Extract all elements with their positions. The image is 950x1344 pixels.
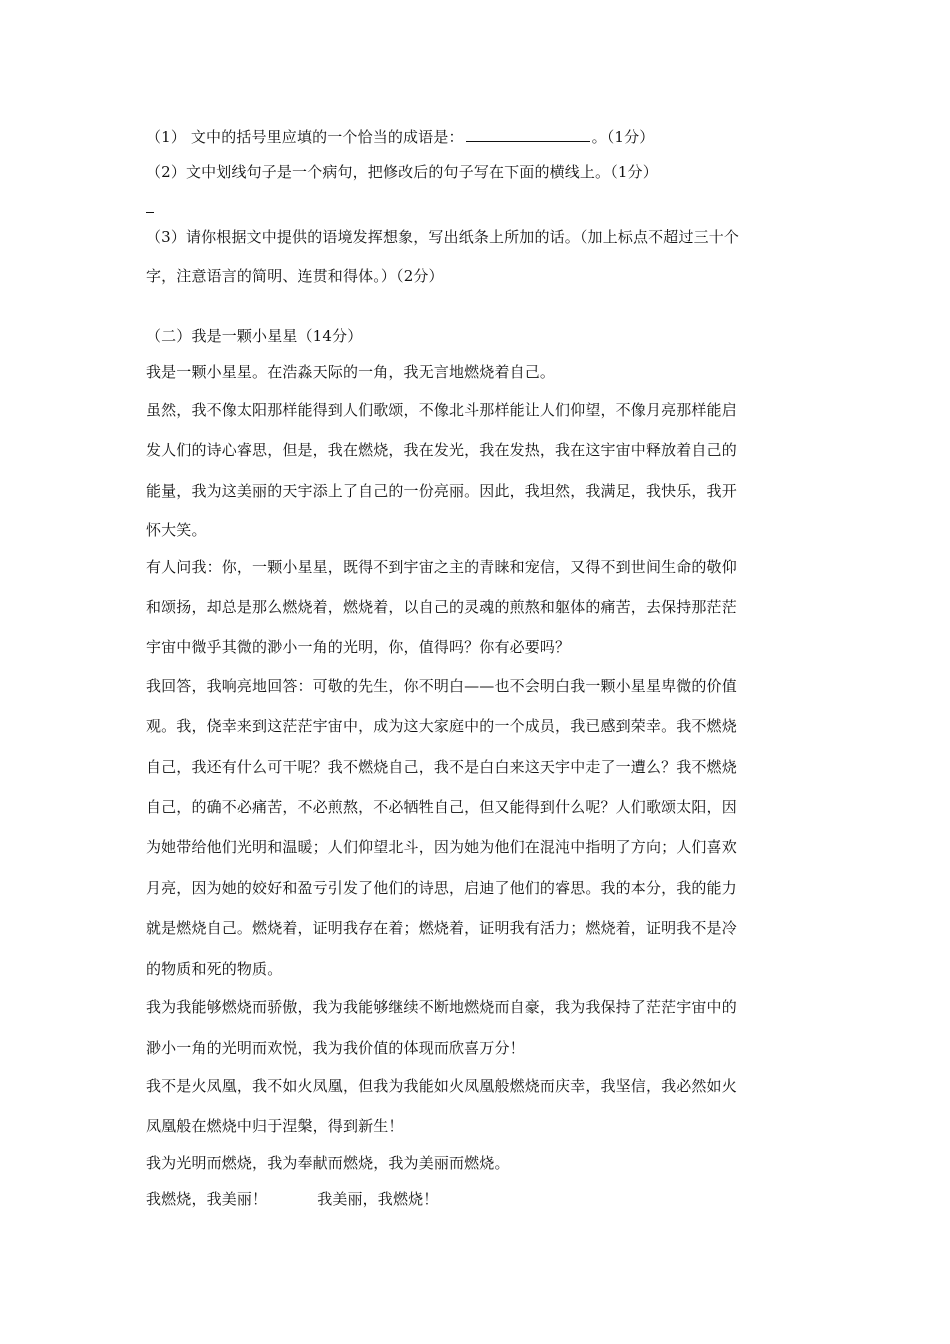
- passage-line: 我是一颗小星星。在浩淼天际的一角，我无言地燃烧着自己。: [146, 363, 556, 381]
- section-heading: （二）我是一颗小星星（14分）: [146, 327, 363, 345]
- passage-line: 就是燃烧自己。燃烧着，证明我存在着；燃烧着，证明我有活力；燃烧着，证明我不是冷: [146, 919, 737, 937]
- passage-line: 发人们的诗心睿思，但是，我在燃烧，我在发光，我在发热，我在这宇宙中释放着自己的: [146, 441, 737, 459]
- passage-line: 自己，我还有什么可干呢？我不燃烧自己，我不是白白来这天宇中走了一遭么？我不燃烧: [146, 758, 737, 776]
- passage-closing-line: [146, 1189, 816, 1209]
- passage-line: 观。我，侥幸来到这茫茫宇宙中，成为这大家庭中的一个成员，我已感到荣幸。我不燃烧: [146, 717, 737, 735]
- answer-blank[interactable]: [466, 127, 590, 142]
- passage-line: 自己，的确不必痛苦，不必煎熬，不必牺牲自己，但又能得到什么呢？人们歌颂太阳，因: [146, 798, 737, 816]
- closing-phrase-2: 我美丽，我燃烧！: [317, 1190, 439, 1208]
- passage-line: 渺小一角的光明而欢悦，我为我价值的体现而欣喜万分！: [146, 1039, 525, 1057]
- passage-line: 宇宙中微乎其微的渺小一角的光明，你，值得吗？你有必要吗？: [146, 638, 571, 656]
- question-1-text: （1） 文中的括号里应填的一个恰当的成语是：: [146, 128, 464, 146]
- question-1-score: 。（1分）: [591, 128, 655, 146]
- passage-line: 凤凰般在燃烧中归于涅槃，得到新生！: [146, 1117, 404, 1135]
- question-3-line-2: 字，注意语言的简明、连贯和得体。）（2分）: [146, 267, 444, 285]
- passage-line: 虽然，我不像太阳那样能得到人们歌颂，不像北斗那样能让人们仰望，不像月亮那样能启: [146, 401, 737, 419]
- question-1: [146, 127, 816, 147]
- passage-line: 怀大笑。: [146, 521, 207, 539]
- passage-line: 的物质和死的物质。: [146, 960, 283, 978]
- passage-line: 我回答，我响亮地回答：可敬的先生，你不明白——也不会明白我一颗小星星卑微的价值: [146, 677, 737, 695]
- passage-line: 我不是火凤凰，我不如火凤凰，但我为我能如火凤凰般燃烧而庆幸，我坚信，我必然如火: [146, 1077, 737, 1095]
- passage-line: 我为我能够燃烧而骄傲，我为我能够继续不断地燃烧而自豪，我为我保持了茫茫宇宙中的: [146, 998, 737, 1016]
- closing-phrase-1: 我燃烧，我美丽！: [146, 1190, 268, 1208]
- passage-line: 能量，我为这美丽的天宇添上了自己的一份亮丽。因此，我坦然，我满足，我快乐，我开: [146, 482, 737, 500]
- passage-line: 和颂扬，却总是那么燃烧着，燃烧着，以自己的灵魂的煎熬和躯体的痛苦，去保持那茫茫: [146, 598, 737, 616]
- passage-line: 月亮，因为她的姣好和盈亏引发了他们的诗思，启迪了他们的睿思。我的本分，我的能力: [146, 879, 737, 897]
- answer-line-mark: [146, 212, 154, 213]
- passage-line: 为她带给他们光明和温暖；人们仰望北斗，因为她为他们在混沌中指明了方向；人们喜欢: [146, 838, 737, 856]
- question-2: （2）文中划线句子是一个病句，把修改后的句子写在下面的横线上。（1分）: [146, 163, 658, 181]
- passage-line: 我为光明而燃烧，我为奉献而燃烧，我为美丽而燃烧。: [146, 1154, 510, 1172]
- question-3-line-1: （3）请你根据文中提供的语境发挥想象，写出纸条上所加的话。（加上标点不超过三十个: [146, 228, 740, 246]
- passage-line: 有人问我：你，一颗小星星，既得不到宇宙之主的青睐和宠信，又得不到世间生命的敬仰: [146, 558, 737, 576]
